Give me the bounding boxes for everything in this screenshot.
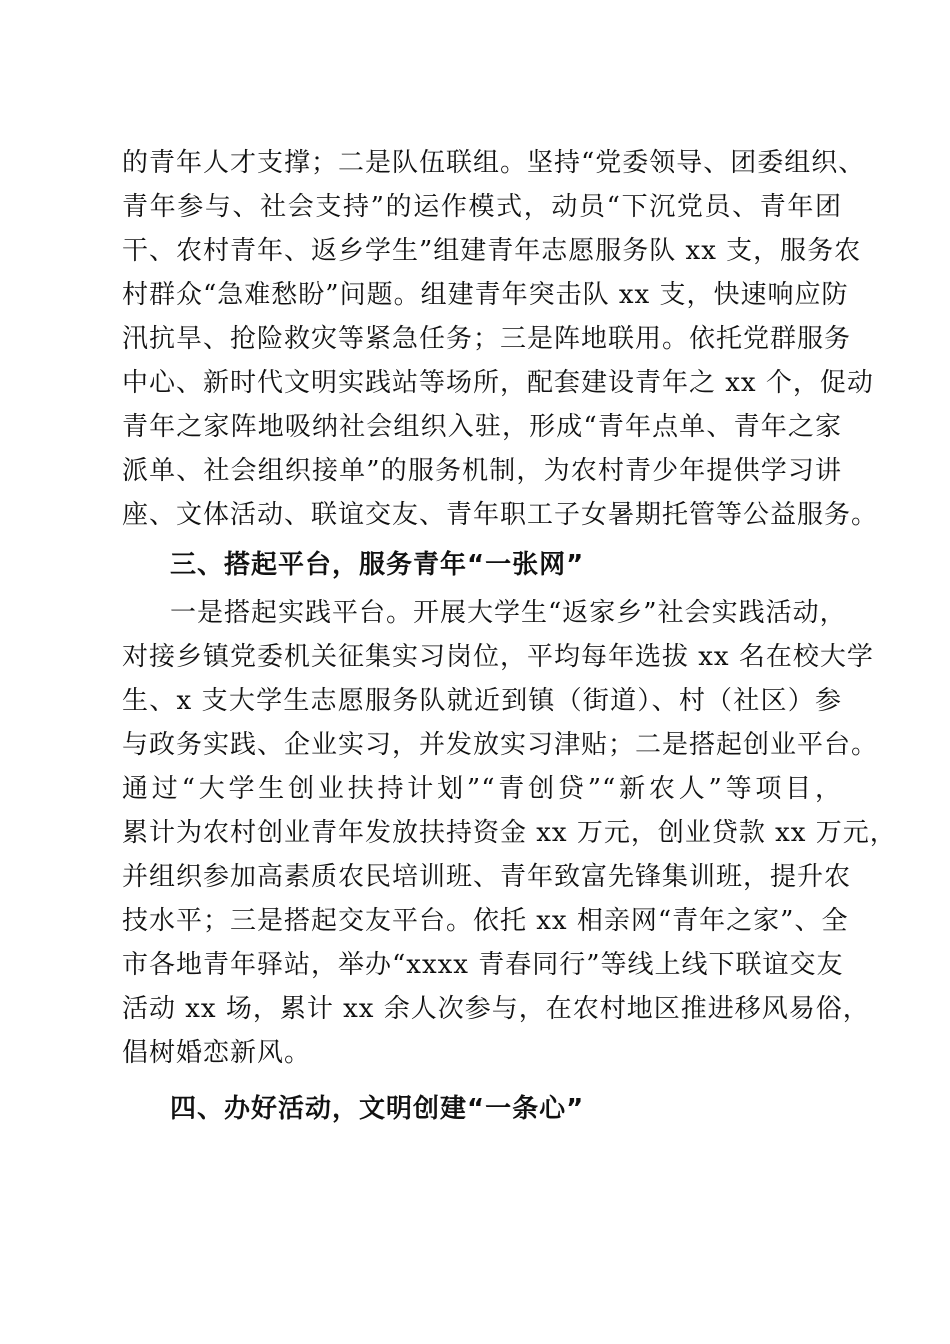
section-heading: 四、办好活动，文明创建“一条心” [170, 1094, 585, 1124]
paragraph-line: 一是搭起实践平台。开展大学生“返家乡”社会实践活动， [170, 598, 847, 628]
paragraph-line: 生、x 支大学生志愿服务队就近到镇（街道）、村（社区）参 [122, 686, 842, 716]
paragraph-line: 对接乡镇党委机关征集实习岗位，平均每年选拔 xx 名在校大学 [122, 642, 874, 672]
paragraph-line: 技水平；三是搭起交友平台。依托 xx 相亲网“青年之家”、全 [122, 906, 849, 936]
paragraph-line: 并组织参加高素质农民培训班、青年致富先锋集训班，提升农 [122, 862, 852, 892]
paragraph-line: 中心、新时代文明实践站等场所，配套建设青年之 xx 个，促动 [122, 368, 874, 398]
paragraph-line: 的青年人才支撑；二是队伍联组。坚持“党委领导、团委组织、 [122, 148, 866, 178]
paragraph-line: 汛抗旱、抢险救灾等紧急任务；三是阵地联用。依托党群服务 [122, 324, 852, 354]
paragraph-line: 青年参与、社会支持”的运作模式，动员“下沉党员、青年团 [122, 192, 842, 222]
paragraph-line: 倡树婚恋新风。 [122, 1038, 312, 1068]
paragraph-line: 青年之家阵地吸纳社会组织入驻，形成“青年点单、青年之家 [122, 412, 842, 442]
paragraph-line: 活动 xx 场，累计 xx 余人次参与，在农村地区推进移风易俗， [122, 994, 870, 1024]
section-heading: 三、搭起平台，服务青年“一张网” [170, 550, 585, 580]
paragraph-line: 村群众“急难愁盼”问题。组建青年突击队 xx 支，快速响应防 [122, 280, 849, 310]
paragraph-line: 与政务实践、企业实习，并发放实习津贴；二是搭起创业平台。 [122, 730, 879, 760]
paragraph-line: 市各地青年驿站，举办“xxxx 青春同行”等线上线下联谊交友 [122, 950, 844, 980]
paragraph-line: 累计为农村创业青年发放扶持资金 xx 万元，创业贷款 xx 万元， [122, 818, 897, 848]
paragraph-line: 派单、社会组织接单”的服务机制，为农村青少年提供学习讲 [122, 456, 842, 486]
paragraph-line: 座、文体活动、联谊交友、青年职工子女暑期托管等公益服务。 [122, 500, 879, 530]
paragraph-line: 通过“大学生创业扶持计划”“青创贷”“新农人”等项目， [122, 774, 842, 804]
paragraph-line: 干、农村青年、返乡学生”组建青年志愿服务队 xx 支，服务农 [122, 236, 862, 266]
